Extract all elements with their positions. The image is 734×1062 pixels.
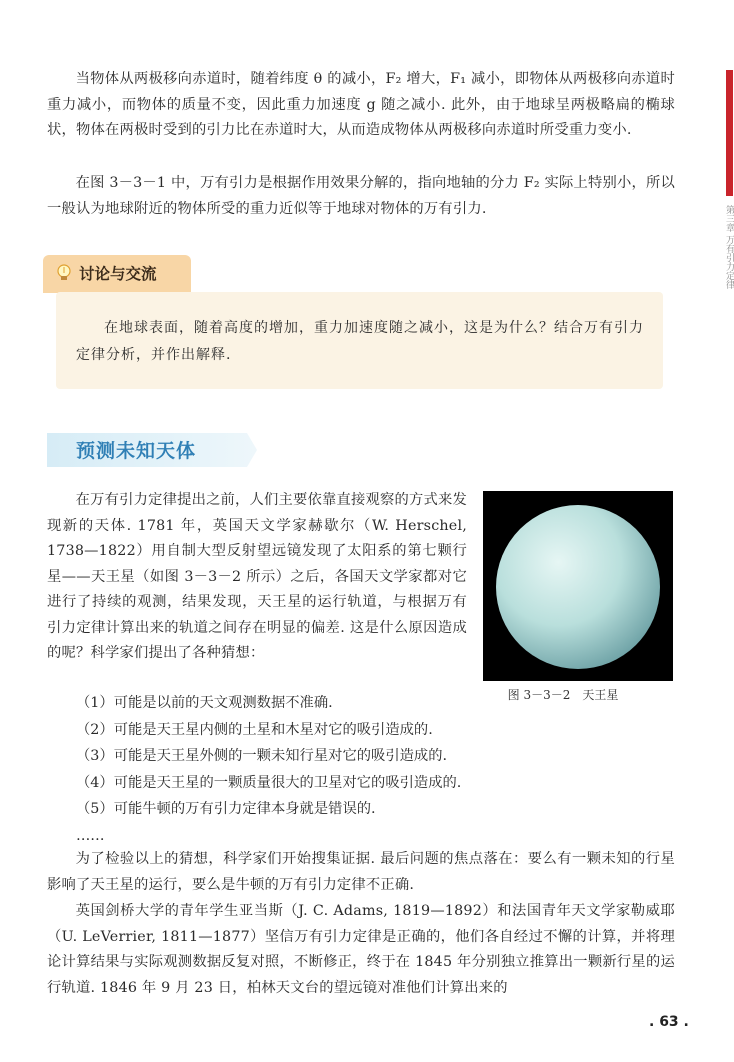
paragraph-gravity-approx: 在图 3－3－1 中，万有引力是根据作用效果分解的，指向地轴的分力 F₂ 实际上特别小，所以一般认为地球附近的物体所受的重力近似等于地球对物体的万有引力.	[47, 175, 675, 217]
list-item: （1）可能是以前的天文观测数据不准确.	[76, 695, 333, 711]
list-item: （5）可能牛顿的万有引力定律本身就是错误的.	[76, 801, 376, 817]
list-item: ……	[76, 827, 105, 844]
section-title: 预测未知天体	[76, 440, 197, 462]
page-number: . 63 .	[649, 1014, 689, 1030]
discussion-title: 讨论与交流	[79, 265, 157, 283]
hypothesis-list	[76, 690, 461, 849]
uranus-image	[483, 491, 673, 681]
paragraph-check-hypotheses: 为了检验以上的猜想，科学家们开始搜集证据. 最后问题的焦点落在：要么有一颗未知的行星影响了天王星的运行，要么是牛顿的万有引力定律不正确.	[47, 851, 675, 893]
paragraph-predict-intro: 在万有引力定律提出之前，人们主要依靠直接观察的方式来发现新的天体. 1781 年，英国天文学家赫歇尔（W. Herschel, 1738—1822）用自制大型反射望远镜发现了太阳系的第七颗行星——天王星（如图 3－3－2 所示）之后，各国天文学家都对它进行了持续的观测，结果发现，天王星的运行轨道，与根据万有引力定律计算出来的轨道之间存在明显的偏差. 这是什么原因造成的呢？科学家们提出了各种猜想：	[47, 492, 468, 661]
uranus-figure	[483, 491, 673, 681]
list-item: （4）可能是天王星的一颗质量很大的卫星对它的吸引造成的.	[76, 774, 462, 791]
list-item: （2）可能是天王星内侧的土星和木星对它的吸引造成的.	[76, 721, 433, 738]
chapter-side-bar	[726, 70, 733, 196]
paragraph-adams-leverrier: 英国剑桥大学的青年学生亚当斯（J. C. Adams, 1819—1892）和法国青年天文学家勒威耶（U. LeVerrier, 1811—1877）坚信万有引力定律是正确的，他们各自经过不懈的计算，并将理论计算结果与实际观测数据反复对照，不断修正，终于在 1845 年分别独立推算出一颗新行星的运行轨道. 1846 年 9 月 23 日，柏林天文台的望远镜对准他们计算出来的	[47, 903, 675, 996]
paragraph-gravity-latitude: 当物体从两极移向赤道时，随着纬度 θ 的减小，F₂ 增大，F₁ 减小，即物体从两极移向赤道时重力减小，而物体的质量不变，因此重力加速度 g 随之减小. 此外，由于地球呈两极略扁的椭球状，物体在两极时受到的引力比在赤道时大，从而造成物体从两极移向赤道时所受重力变小.	[47, 71, 675, 138]
figure-caption: 图 3－3－2 天王星	[507, 688, 619, 702]
lightbulb-icon	[54, 263, 74, 283]
list-item: （3）可能是天王星外侧的一颗未知行星对它的吸引造成的.	[76, 748, 448, 764]
discussion-text: 在地球表面，随着高度的增加，重力加速度随之减小，这是为什么？结合万有引力定律分析，并作出解释.	[76, 320, 644, 363]
chapter-side-text: 第三章 万有引力定律	[724, 205, 734, 289]
